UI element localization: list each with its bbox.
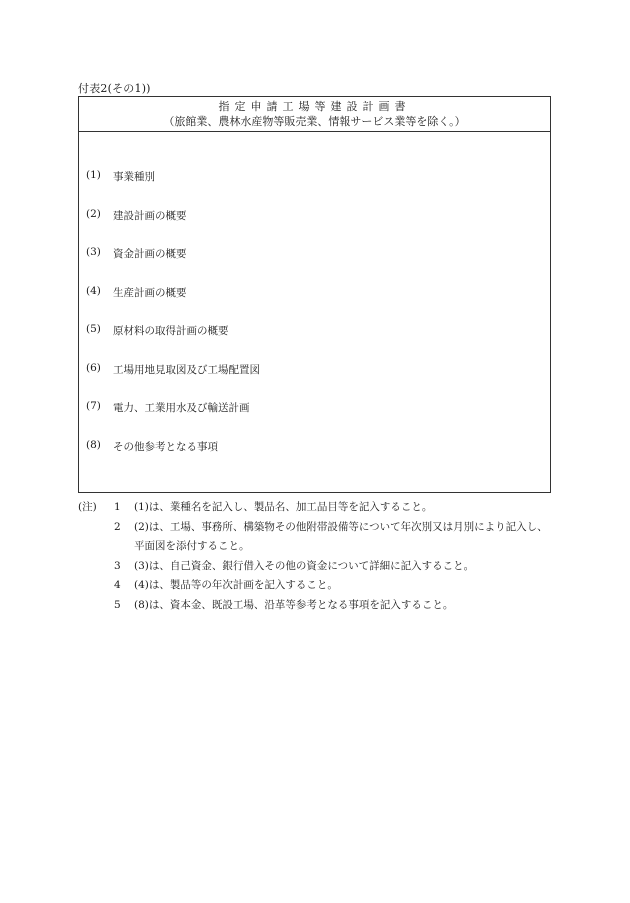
form-item-number: (3) xyxy=(86,246,101,258)
note-number: 5 xyxy=(114,598,121,611)
form-item-number: (1) xyxy=(86,169,101,181)
form-item xyxy=(79,285,550,324)
note-text: (4)は、製品等の年次計画を記入すること。 xyxy=(134,579,338,591)
form-item-number: (4) xyxy=(86,284,101,297)
note-item xyxy=(78,557,558,577)
note-number: 4 xyxy=(114,579,121,591)
form-item-label: その他参考となる事項 xyxy=(113,440,218,453)
form-item xyxy=(79,246,550,285)
note-text: (3)は、自己資金、銀行借入その他の資金について詳細に記入すること。 xyxy=(134,559,475,572)
form-item-number: (6) xyxy=(86,361,101,374)
note-text: (1)は、業種名を記入し、製品名、加工品目等を記入すること。 xyxy=(134,501,433,513)
form-item xyxy=(79,208,550,247)
form-item-label: 生産計画の概要 xyxy=(113,286,187,299)
form-item xyxy=(79,323,550,362)
note-item xyxy=(78,596,558,616)
note-number: 3 xyxy=(114,559,121,572)
form-item-number: (5) xyxy=(86,323,101,335)
form-item-label: 原材料の取得計画の概要 xyxy=(113,325,229,337)
note-item xyxy=(78,576,558,596)
form-item xyxy=(79,439,550,478)
form-item-number: (7) xyxy=(86,400,101,412)
form-item xyxy=(79,362,550,401)
form-item xyxy=(79,400,550,439)
notes-section xyxy=(78,498,558,615)
form-item-number: (2) xyxy=(86,207,101,220)
note-text: (8)は、資本金、既設工場、沿革等参考となる事項を記入すること。 xyxy=(134,598,454,611)
form-item-label: 事業種別 xyxy=(113,171,155,183)
form-subtitle: （旅館業、農林水産物等販売業、情報サービス業等を除く。） xyxy=(163,115,466,128)
form-item-list xyxy=(79,169,550,477)
form-box xyxy=(78,96,551,493)
form-title: 指定申請工場等建設計画書 xyxy=(218,100,411,113)
form-item-label: 工場用地見取図及び工場配置図 xyxy=(113,363,260,376)
attachment-label: 付表2(その1)) xyxy=(78,82,151,95)
note-item xyxy=(78,518,558,557)
note-number: 1 xyxy=(114,501,121,513)
form-item-label: 資金計画の概要 xyxy=(113,248,187,260)
form-item-number: (8) xyxy=(86,438,101,451)
note-number: 2 xyxy=(114,520,121,533)
note-text: (2)は、工場、事務所、構築物その他附帯設備等について年次別又は月別により記入し、平面図を添付すること。 xyxy=(134,520,548,552)
form-item xyxy=(79,169,550,208)
form-item-label: 建設計画の概要 xyxy=(113,209,187,222)
form-title-block xyxy=(79,97,550,132)
form-item-label: 電力、工業用水及び輸送計画 xyxy=(113,402,250,414)
notes-heading: (注) xyxy=(78,501,97,513)
note-item xyxy=(78,498,558,518)
